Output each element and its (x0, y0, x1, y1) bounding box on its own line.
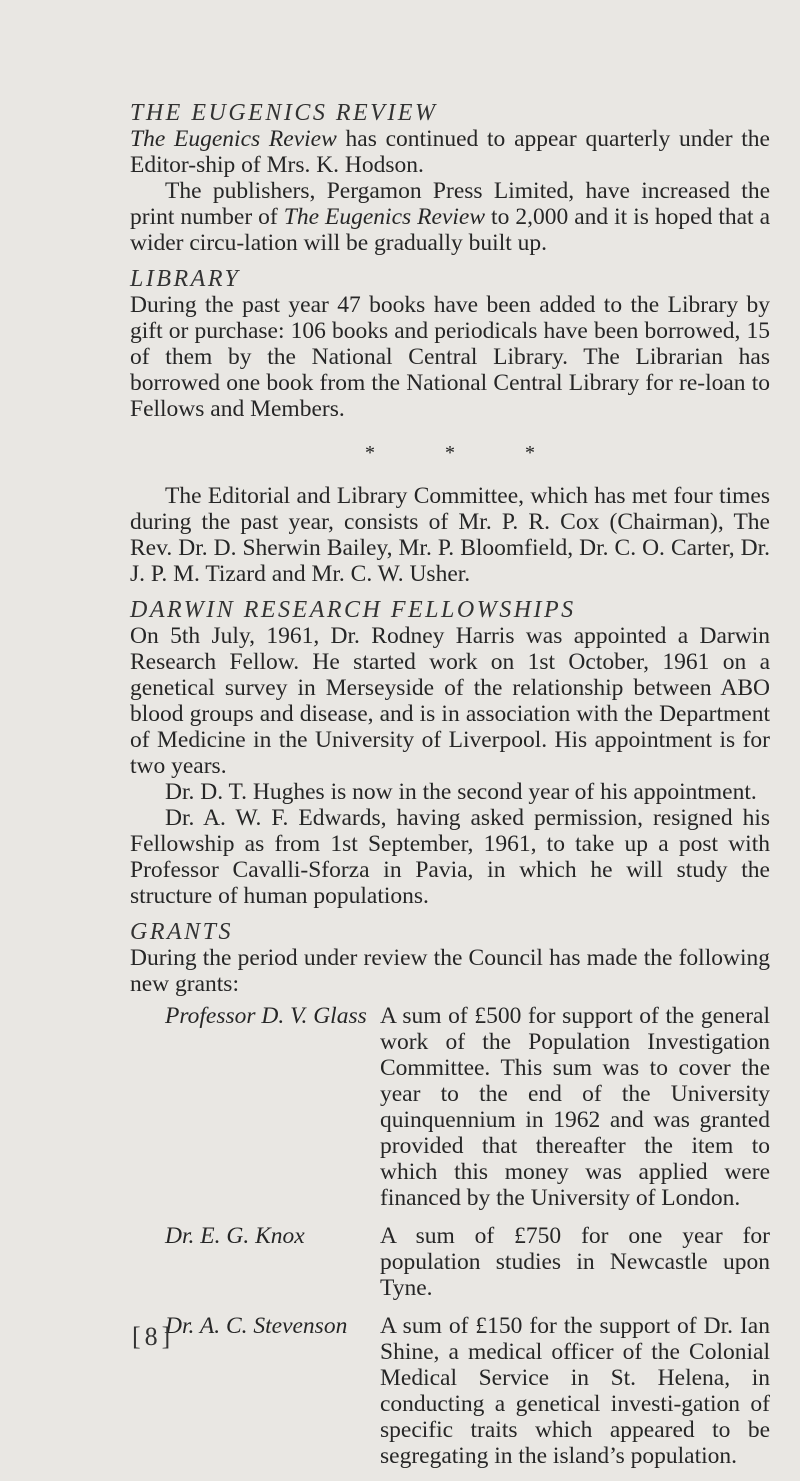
grant-description: A sum of £150 for the support of Dr. Ian Shine, a medical officer of the Colonial Medical Service in St. Helena, in conducting a genetical investi-gation of specific traits which appeared to be segregating in the island’s population. (380, 1313, 770, 1469)
heading-eugenics-review: THE EUGENICS REVIEW (130, 100, 438, 126)
star-icon: * (525, 442, 535, 464)
paragraph-review-publishers (130, 178, 770, 256)
paragraph-library-acquisitions: During the past year 47 books have been added to the Library by gift or purchase: 106 books and periodicals have been borrowed, 15 of them by the National Central Library. The Librarian has borrowed one book from the National Central Library for re-loan to Fellows and Members. (130, 292, 770, 422)
paragraph-darwin-hughes: Dr. D. T. Hughes is now in the second year of his appointment. (165, 779, 757, 805)
heading-library: LIBRARY (130, 266, 241, 292)
page-body (130, 100, 770, 1481)
grants-list (130, 1003, 770, 1469)
journal-title: The Eugenics Review (130, 126, 337, 152)
paragraph-darwin-harris: On 5th July, 1961, Dr. Rodney Harris was appointed a Darwin Research Fellow. He started work on 1st October, 1961 on a genetical survey in Merseyside of the relationship between ABO blood groups and disease, and is in association with the Department of Medicine in the University of Liverpool. His appointment is for two years. (130, 623, 770, 779)
paragraph-review-editor (130, 126, 770, 178)
star-icon: * (365, 442, 375, 464)
paragraph-text: to 2,000 and it is hoped that a wider circu-lation will be gradually built up. (130, 204, 770, 256)
grant-description: A sum of £500 for support of the general work of the Population Investigation Committee. This sum was to cover the year to the end of the University quinquennium in 1962 and was granted provided that thereafter the item to which this money was applied were financed by the University of London. (380, 1003, 770, 1211)
journal-title: The Eugenics Review (283, 204, 486, 230)
grant-item (130, 1003, 770, 1211)
page-number: [8] (132, 1322, 175, 1351)
heading-darwin-fellowships: DARWIN RESEARCH FELLOWSHIPS (130, 597, 576, 623)
section-divider-stars (130, 442, 770, 465)
paragraph-grants-intro: During the period under review the Council has made the following new grants: (130, 945, 770, 997)
grant-recipient: Professor D. V. Glass (165, 1003, 367, 1029)
grant-recipient: Dr. E. G. Knox (165, 1223, 305, 1249)
paragraph-text: has continued to appear quarterly under the Editor-ship of Mrs. K. Hodson. (130, 126, 770, 178)
paragraph-darwin-edwards: Dr. A. W. F. Edwards, having asked permission, resigned his Fellowship as from 1st September, 1961, to take up a post with Professor Cavalli-Sforza in Pavia, in which he will study the structure of human populations. (130, 805, 770, 909)
paragraph-library-committee: The Editorial and Library Committee, which has met four times during the past year, consists of Mr. P. R. Cox (Chairman), The Rev. Dr. D. Sherwin Bailey, Mr. P. Bloomfield, Dr. C. O. Carter, Dr. J. P. M. Tizard and Mr. C. W. Usher. (130, 483, 770, 587)
grant-item (130, 1313, 770, 1469)
star-icon: * (445, 442, 455, 464)
grant-item (130, 1223, 770, 1301)
heading-grants: GRANTS (130, 919, 234, 945)
grant-description: A sum of £750 for one year for population studies in Newcastle upon Tyne. (380, 1223, 770, 1301)
paragraph-text: The publishers, Pergamon Press Limited, have increased the print number of (130, 178, 770, 230)
grant-recipient: Dr. A. C. Stevenson (165, 1313, 348, 1339)
